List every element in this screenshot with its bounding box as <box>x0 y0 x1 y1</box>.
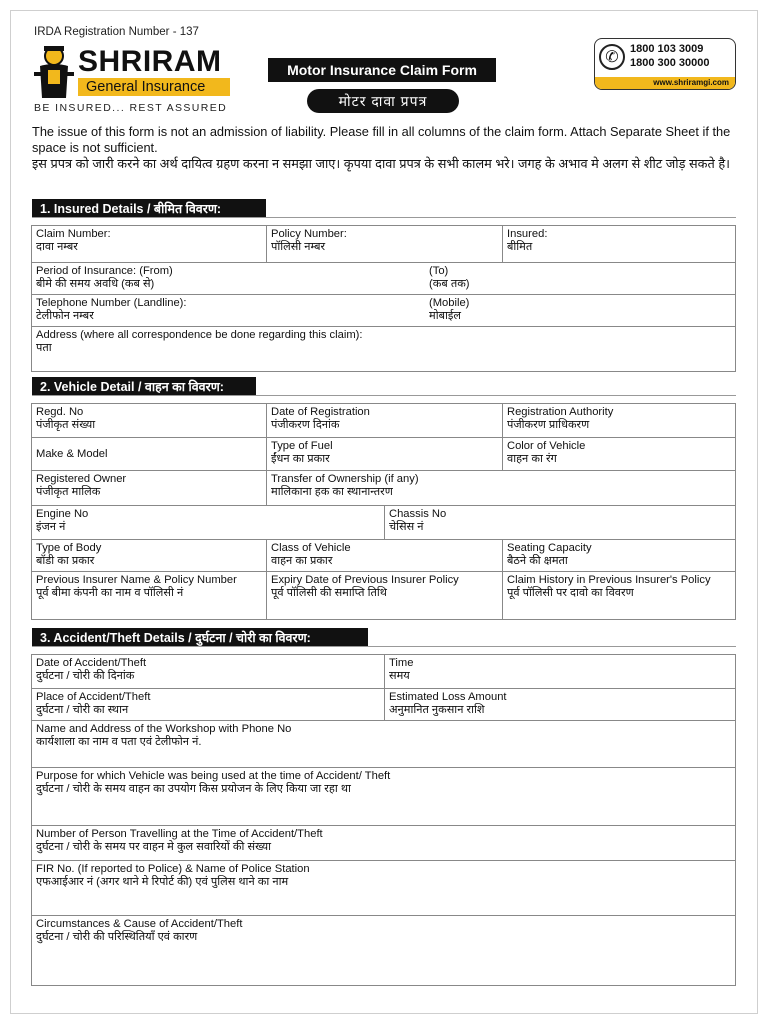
field-label: Previous Insurer Name & Policy Number <box>36 574 237 586</box>
field-label-hindi: चेसिस नं <box>389 521 424 533</box>
field-label-hindi: दुर्घटना / चोरी के समय पर वाहन मे कुल सवारियों की संख्या <box>36 841 271 853</box>
field-label-hindi: पूर्व बीमा कंपनी का नाम व पॉलिसी नं <box>36 587 184 599</box>
field-label: Seating Capacity <box>507 542 592 554</box>
field-label: (To) <box>429 265 449 277</box>
field-label: Policy Number: <box>271 228 347 240</box>
field-label: Claim History in Previous Insurer's Policy <box>507 574 711 586</box>
field-label: Address (where all correspondence be done regarding this claim): <box>36 329 363 341</box>
table-row <box>32 915 735 985</box>
field-label-hindi: ईंधन का प्रकार <box>271 453 330 465</box>
fuel-type-field[interactable] <box>267 438 503 470</box>
phone-number-2: 1800 300 30000 <box>630 57 710 69</box>
ownership-transfer-field[interactable] <box>267 471 735 505</box>
chassis-no-field[interactable] <box>385 506 735 539</box>
field-label-hindi: पता <box>36 342 52 354</box>
field-label: Telephone Number (Landline): <box>36 297 187 309</box>
table-row <box>32 404 735 437</box>
field-label: Make & Model <box>36 447 108 460</box>
field-label: Name and Address of the Workshop with Phone No <box>36 723 292 735</box>
field-label: Date of Accident/Theft <box>36 657 147 669</box>
form-title: Motor Insurance Claim Form <box>268 58 496 82</box>
field-label-hindi: पंजीकरण प्राधिकरण <box>507 419 590 431</box>
table-row <box>32 226 735 262</box>
body-type-field[interactable] <box>32 540 267 571</box>
field-label: Claim Number: <box>36 228 111 240</box>
table-row <box>32 767 735 825</box>
tagline: BE INSURED... REST ASSURED <box>34 102 228 114</box>
intro-hindi: इस प्रपत्र को जारी करने का अर्थ दायित्व ग्रहण करना न समझा जाए। कृपया दावा प्रपत्र के सभी कालम भरे। जगह के अभाव मे अलग से शीट जोड़ सकते है। <box>32 156 730 171</box>
field-label-hindi: बैठने की क्षमता <box>507 555 568 567</box>
field-label: Estimated Loss Amount <box>389 691 507 703</box>
field-label: Circumstances & Cause of Accident/Theft <box>36 918 243 930</box>
field-label-hindi: बीमित <box>507 241 533 253</box>
claim-number-field[interactable] <box>32 226 267 262</box>
field-label: Engine No <box>36 508 89 520</box>
field-label-hindi: पंजीकृत संख्या <box>36 419 96 431</box>
address-field[interactable] <box>32 327 735 371</box>
field-label-hindi: बॉडी का प्रकार <box>36 555 95 567</box>
field-label-hindi: पंजीकरण दिनांक <box>271 419 340 431</box>
phone-number-1: 1800 103 3009 <box>630 43 704 55</box>
intro-text <box>32 124 742 172</box>
make-model-field[interactable] <box>32 438 267 470</box>
field-label: Type of Fuel <box>271 440 333 452</box>
persons-travelling-field[interactable] <box>32 826 735 860</box>
section-2-rule <box>32 395 736 396</box>
table-row <box>32 437 735 470</box>
shriram-logo <box>30 42 235 104</box>
contact-box <box>594 38 736 90</box>
mascot-icon <box>30 42 76 102</box>
field-label-hindi: पंजीकृत मालिक <box>36 486 101 498</box>
logo-subtitle: General Insurance <box>86 79 206 95</box>
accident-place-field[interactable] <box>32 689 385 720</box>
field-label-hindi: इंजन नं <box>36 521 66 533</box>
workshop-field[interactable] <box>32 721 735 767</box>
circumstances-field[interactable] <box>32 916 735 985</box>
field-label-hindi: दुर्घटना / चोरी की परिस्थितियाँ एवं कारण <box>36 931 198 943</box>
section-2-heading: 2. Vehicle Detail / वाहन का विवरण: <box>32 377 256 395</box>
field-label-hindi: समय <box>389 670 410 682</box>
table-row <box>32 571 735 619</box>
registration-authority-field[interactable] <box>503 404 735 437</box>
table-row <box>32 688 735 720</box>
field-label-hindi: दुर्घटना / चोरी का स्थान <box>36 704 129 716</box>
accident-date-field[interactable] <box>32 655 385 688</box>
field-label: Date of Registration <box>271 406 370 418</box>
field-label-hindi: मालिकाना हक का स्थानान्तरण <box>271 486 393 498</box>
field-label: Period of Insurance: (From) <box>36 265 173 277</box>
table-row <box>32 326 735 371</box>
website: www.shriramgi.com <box>653 78 729 87</box>
field-label: Number of Person Travelling at the Time of Accident/Theft <box>36 828 323 840</box>
field-label: Registered Owner <box>36 473 127 485</box>
estimated-loss-field[interactable] <box>385 689 735 720</box>
table-row <box>32 655 735 688</box>
field-label: Insured: <box>507 228 548 240</box>
field-label: Time <box>389 657 414 669</box>
field-label: FIR No. (If reported to Police) & Name of Police Station <box>36 863 310 875</box>
accident-time-field[interactable] <box>385 655 735 688</box>
seating-capacity-field[interactable] <box>503 540 735 571</box>
period-to-field[interactable] <box>425 263 735 294</box>
field-label-hindi: टेलीफोन नम्बर <box>36 310 94 322</box>
fir-police-station-field[interactable] <box>32 861 735 915</box>
table-row <box>32 539 735 571</box>
insured-details-table <box>31 225 736 372</box>
table-row <box>32 860 735 915</box>
form-title-hindi: मोटर दावा प्रपत्र <box>307 89 459 113</box>
field-label: Type of Body <box>36 542 102 554</box>
period-from-field[interactable] <box>32 263 425 294</box>
field-label-hindi: एफआईआर नं (अगर थाने मे रिपोर्ट की) एवं पुलिस थाने का नाम <box>36 876 289 888</box>
field-label-hindi: बीमे की समय अवधि (कब से) <box>36 278 155 290</box>
field-label-hindi: (कब तक) <box>429 278 470 290</box>
previous-claim-history-field[interactable] <box>503 572 735 619</box>
field-label-hindi: पूर्व पॉलिसी की समाप्ति तिथि <box>271 587 387 599</box>
field-label-hindi: मोबाईल <box>429 310 461 322</box>
vehicle-color-field[interactable] <box>503 438 735 470</box>
table-row <box>32 294 735 326</box>
field-label: Registration Authority <box>507 406 614 418</box>
field-label: Purpose for which Vehicle was being used at the time of Accident/ Theft <box>36 770 391 782</box>
date-of-registration-field[interactable] <box>267 404 503 437</box>
section-1-rule <box>32 217 736 218</box>
field-label-hindi: वाहन का प्रकार <box>271 555 333 567</box>
table-row <box>32 720 735 767</box>
irda-registration: IRDA Registration Number - 137 <box>34 26 199 38</box>
field-label-hindi: अनुमानित नुकसान राशि <box>389 704 485 716</box>
intro-english: The issue of this form is not an admission of liability. Please fill in all columns of the claim form. Attach Separate Sheet if the space is not sufficient. <box>32 124 731 155</box>
field-label: Regd. No <box>36 406 84 418</box>
regd-no-field[interactable] <box>32 404 267 437</box>
policy-number-field[interactable] <box>267 226 503 262</box>
previous-insurer-field[interactable] <box>32 572 267 619</box>
table-row <box>32 825 735 860</box>
insured-field[interactable] <box>503 226 735 262</box>
field-label: Class of Vehicle <box>271 542 351 554</box>
field-label: Transfer of Ownership (if any) <box>271 473 419 485</box>
section-1-heading: 1. Insured Details / बीमित विवरण: <box>32 199 266 217</box>
section-3-heading: 3. Accident/Theft Details / दुर्घटना / चोरी का विवरण: <box>32 628 368 646</box>
engine-no-field[interactable] <box>32 506 385 539</box>
phone-icon: ✆ <box>599 44 625 70</box>
table-row <box>32 262 735 294</box>
vehicle-detail-table <box>31 403 736 620</box>
field-label: Chassis No <box>389 508 447 520</box>
field-label: (Mobile) <box>429 297 470 309</box>
vehicle-class-field[interactable] <box>267 540 503 571</box>
vehicle-purpose-field[interactable] <box>32 768 735 825</box>
field-label-hindi: वाहन का रंग <box>507 453 557 465</box>
logo-wordmark: SHRIRAM <box>78 45 222 78</box>
field-label-hindi: पॉलिसी नम्बर <box>271 241 326 253</box>
field-label-hindi: दावा नम्बर <box>36 241 78 253</box>
telephone-field[interactable] <box>32 295 425 326</box>
registered-owner-field[interactable] <box>32 471 267 505</box>
table-row <box>32 505 735 539</box>
mobile-field[interactable] <box>425 295 735 326</box>
field-label-hindi: दुर्घटना / चोरी के समय वाहन का उपयोग किस प्रयोजन के लिए किया जा रहा था <box>36 783 351 795</box>
field-label-hindi: दुर्घटना / चोरी की दिनांक <box>36 670 135 682</box>
accident-details-table <box>31 654 736 986</box>
previous-policy-expiry-field[interactable] <box>267 572 503 619</box>
field-label-hindi: कार्यशाला का नाम व पता एवं टेलीफोन नं. <box>36 736 202 748</box>
field-label: Color of Vehicle <box>507 440 586 452</box>
field-label: Place of Accident/Theft <box>36 691 151 703</box>
table-row <box>32 470 735 505</box>
field-label: Expiry Date of Previous Insurer Policy <box>271 574 459 586</box>
section-3-rule <box>32 646 736 647</box>
field-label-hindi: पूर्व पॉलिसी पर दावो का विवरण <box>507 587 634 599</box>
